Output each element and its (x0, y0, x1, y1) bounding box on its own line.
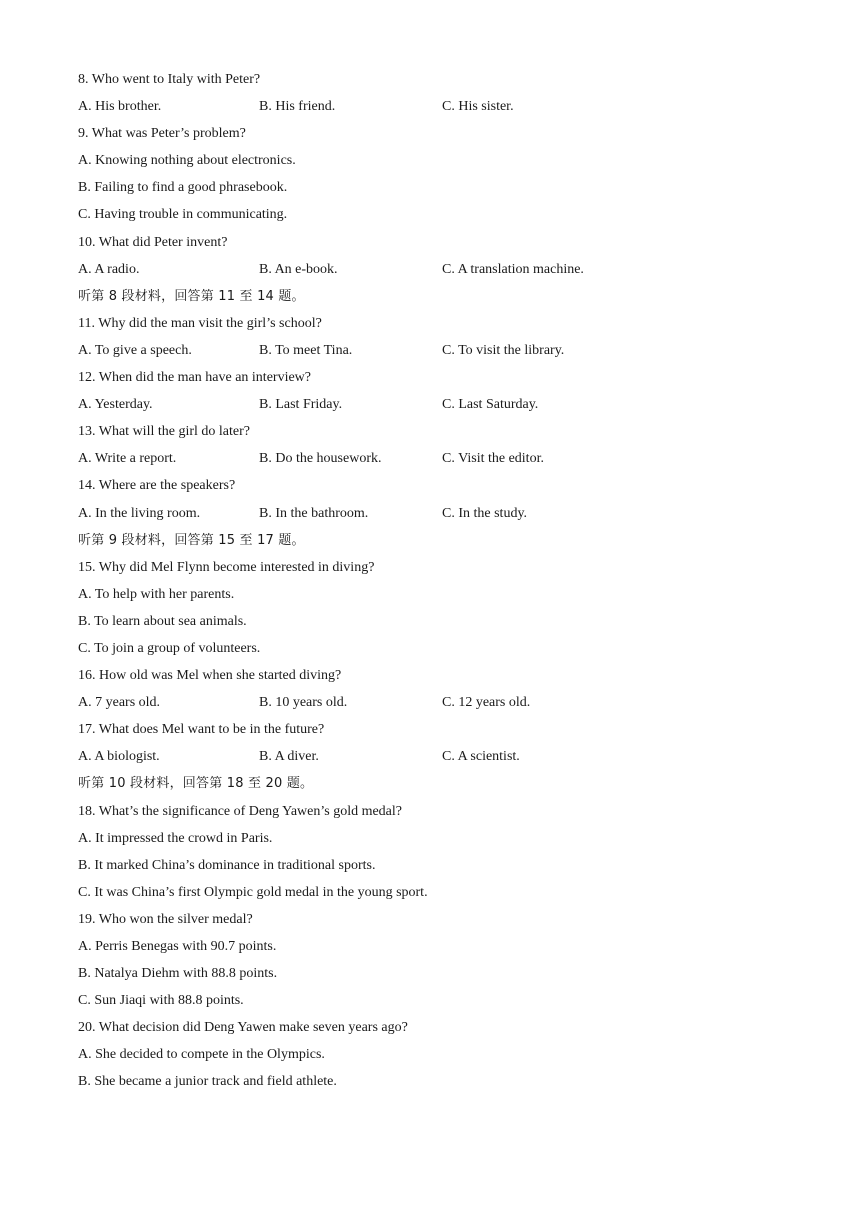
option-a: A. A biologist. (78, 749, 160, 765)
document-page (78, 66, 798, 1096)
options-row (78, 93, 798, 120)
text-line (78, 581, 798, 608)
text-line (78, 229, 798, 256)
option-b: B. A diver. (259, 749, 319, 765)
text-line (78, 852, 798, 879)
options-row (78, 689, 798, 716)
option-a: A. Write a report. (78, 451, 177, 467)
section-instruction (78, 283, 798, 310)
text-line (78, 472, 798, 499)
text-line (78, 364, 798, 391)
section-instruction (78, 770, 798, 797)
option-b: B. His friend. (259, 99, 336, 115)
option-c: C. To visit the library. (442, 342, 565, 358)
option-b: B. Last Friday. (259, 397, 343, 413)
options-row (78, 445, 798, 472)
option-c: C. 12 years old. (442, 695, 531, 711)
option-c: C. A translation machine. (442, 261, 584, 277)
line-text: C. To join a group of volunteers. (78, 640, 261, 656)
line-text: 15. Why did Mel Flynn become interested in diving? (78, 559, 375, 575)
text-line (78, 906, 798, 933)
line-text: C. Sun Jiaqi with 88.8 points. (78, 993, 244, 1009)
option-b: B. In the bathroom. (259, 505, 369, 521)
text-line (78, 201, 798, 228)
option-b: B. To meet Tina. (259, 342, 353, 358)
line-text: A. She decided to compete in the Olympics. (78, 1047, 325, 1063)
line-text: C. Having trouble in communicating. (78, 207, 288, 223)
options-row (78, 256, 798, 283)
line-text: 20. What decision did Deng Yawen make seven years ago? (78, 1020, 408, 1036)
line-text: A. It impressed the crowd in Paris. (78, 830, 273, 846)
option-a: A. A radio. (78, 261, 140, 277)
option-b: B. An e-book. (259, 261, 338, 277)
text-line (78, 716, 798, 743)
text-line (78, 635, 798, 662)
line-text: 听第 10 段材料，回答第 18 至 20 题。 (78, 776, 314, 792)
text-line (78, 1014, 798, 1041)
line-text: B. Failing to find a good phrasebook. (78, 180, 288, 196)
line-text: 听第 8 段材料，回答第 11 至 14 题。 (78, 288, 305, 304)
line-text: 13. What will the girl do later? (78, 424, 250, 440)
option-a: A. In the living room. (78, 505, 201, 521)
text-line (78, 418, 798, 445)
option-c: C. Visit the editor. (442, 451, 544, 467)
option-a: A. To give a speech. (78, 342, 192, 358)
line-text: 19. Who won the silver medal? (78, 911, 253, 927)
options-row (78, 391, 798, 418)
section-instruction (78, 527, 798, 554)
line-text: 8. Who went to Italy with Peter? (78, 72, 261, 87)
text-line (78, 174, 798, 201)
text-line (78, 66, 798, 93)
text-line (78, 608, 798, 635)
text-line (78, 933, 798, 960)
line-text: 18. What’s the significance of Deng Yawen’s gold medal? (78, 803, 403, 819)
line-text: A. Knowing nothing about electronics. (78, 153, 296, 169)
line-text: 14. Where are the speakers? (78, 478, 236, 494)
text-line (78, 310, 798, 337)
line-text: C. It was China’s first Olympic gold medal in the young sport. (78, 884, 428, 900)
option-a: A. 7 years old. (78, 695, 161, 711)
line-text: B. She became a junior track and field athlete. (78, 1074, 337, 1090)
text-line (78, 798, 798, 825)
line-text: 17. What does Mel want to be in the future? (78, 722, 325, 738)
text-line (78, 960, 798, 987)
options-row (78, 500, 798, 527)
text-line (78, 987, 798, 1014)
option-b: B. 10 years old. (259, 695, 348, 711)
line-text: B. It marked China’s dominance in traditional sports. (78, 857, 376, 873)
option-b: B. Do the housework. (259, 451, 382, 467)
text-line (78, 1068, 798, 1095)
option-c: C. His sister. (442, 99, 514, 115)
line-text: 12. When did the man have an interview? (78, 370, 311, 386)
option-c: C. A scientist. (442, 749, 520, 765)
text-line (78, 662, 798, 689)
option-a: A. His brother. (78, 99, 162, 115)
line-text: 10. What did Peter invent? (78, 234, 228, 250)
options-row (78, 337, 798, 364)
text-line (78, 879, 798, 906)
line-text: 9. What was Peter’s problem? (78, 126, 246, 142)
option-c: C. Last Saturday. (442, 397, 539, 413)
line-text: A. Perris Benegas with 90.7 points. (78, 939, 277, 954)
line-text: 11. Why did the man visit the girl’s school? (78, 315, 322, 331)
line-text: B. To learn about sea animals. (78, 613, 247, 629)
text-line (78, 147, 798, 174)
line-text: A. To help with her parents. (78, 586, 235, 602)
options-row (78, 743, 798, 770)
line-text: B. Natalya Diehm with 88.8 points. (78, 966, 278, 982)
line-text: 听第 9 段材料，回答第 15 至 17 题。 (78, 532, 305, 548)
text-line (78, 1041, 798, 1068)
option-c: C. In the study. (442, 505, 528, 521)
option-a: A. Yesterday. (78, 397, 153, 413)
text-line (78, 825, 798, 852)
line-text: 16. How old was Mel when she started diving? (78, 668, 342, 684)
text-line (78, 120, 798, 147)
text-line (78, 554, 798, 581)
